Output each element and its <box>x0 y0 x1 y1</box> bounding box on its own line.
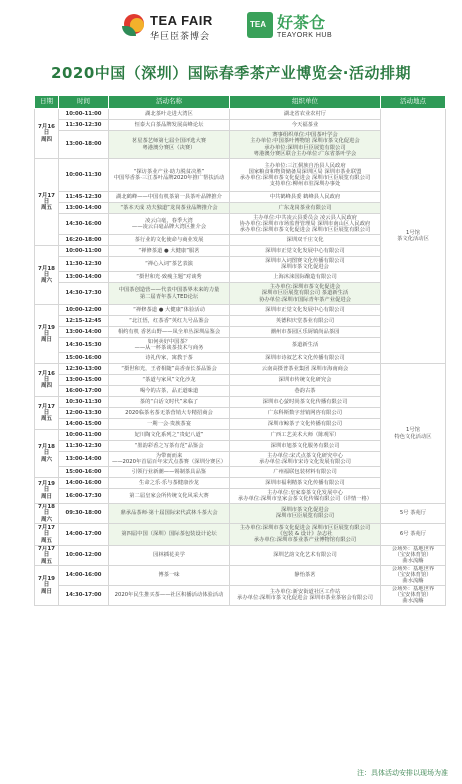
tea-fair-cn-name: 华巨臣茶博会 <box>150 32 211 42</box>
time-cell: 12:00-13:30 <box>59 408 109 419</box>
table-row <box>35 504 446 524</box>
table-row <box>35 364 446 375</box>
table-row <box>35 545 446 565</box>
time-cell: 14:00-16:00 <box>59 478 109 489</box>
event-cell: 如何卖好中国茶？ ——从一杯茶谈茶技术与商务 <box>109 338 230 353</box>
organizer-cell: 深圳市传统文化研究会 <box>230 375 381 386</box>
event-cell: 中国茶创造营——代表中国茶界未来的力量 第二届青年茶人TED论坛 <box>109 283 230 305</box>
header-organizer: 组织单位 <box>230 96 381 109</box>
organizer-cell: 深圳艺韵文化艺术有限公司 <box>230 545 381 565</box>
date-cell: 7月19日 周日 <box>35 305 59 364</box>
logo-bar <box>0 0 462 54</box>
date-cell: 7月18日 周六 <box>35 246 59 305</box>
event-cell: 园林插花美学 <box>109 545 230 565</box>
event-cell: 恒泰大白茶品牌发展高峰论坛 <box>109 120 230 131</box>
event-cell: 2020年民生推买茶——社区积播活动体验活动 <box>109 585 230 605</box>
event-cell: “茶本天成 功夫独道”龙岗茶业品牌推介会 <box>109 203 230 214</box>
tea-fair-emblem-icon <box>120 12 148 42</box>
date-cell: 7月18日 周六 <box>35 430 59 478</box>
time-cell: 10:30-11:30 <box>59 397 109 408</box>
location-cell: 6号 茶苑厅 <box>381 523 446 545</box>
organizer-cell: 深圳市正觉文化发展中心有限公司 <box>230 246 381 257</box>
date-cell: 7月16日 周四 <box>35 364 59 397</box>
time-cell: 13:00-14:00 <box>59 452 109 467</box>
date-cell: 7月18日 周六 <box>35 504 59 524</box>
event-cell: 为带而而来 ——2020年首届百年宋式点茶赛（深圳分赛区） <box>109 452 230 467</box>
location-cell: 5号 茶苑厅 <box>381 504 446 524</box>
date-cell: 7月17日 周五 <box>35 545 59 565</box>
event-cell: 茶行业的文化使命与商业发展 <box>109 235 230 246</box>
event-cell: “探访茶业产业·助力脱贫决胜” 中国琴香茶·三江茶叶品牌2020年推广帮扶活动 <box>109 159 230 192</box>
time-cell: 10:00-12:00 <box>59 305 109 316</box>
time-cell: 16:00-17:30 <box>59 489 109 504</box>
event-cell: 生命之乐·乐与茶健康沙龙 <box>109 478 230 489</box>
time-cell: 11:30-12:30 <box>59 120 109 131</box>
time-cell: 15:00-16:00 <box>59 467 109 478</box>
schedule-table <box>34 95 446 606</box>
event-cell: 鼎承品茶师·第十届国际宋代武林斗茶大会 <box>109 504 230 524</box>
organizer-cell: 深圳市旭茶文化服务有限公司 <box>230 441 381 452</box>
time-cell: 14:00-15:00 <box>59 419 109 430</box>
organizer-cell: 静怡茶茗 <box>230 565 381 585</box>
time-cell: 15:00-16:00 <box>59 353 109 364</box>
table-row <box>35 565 446 585</box>
table-header-row <box>35 96 446 109</box>
organizer-cell: 中共鹤峰县委 鹤峰县人民政府 <box>230 192 381 203</box>
event-cell: 第二届皇家会所传统文化风采大赛 <box>109 489 230 504</box>
time-cell: 10:00-11:00 <box>59 246 109 257</box>
time-cell: 12:15-12:45 <box>59 316 109 327</box>
page-title: 2020中国（深圳）国际春季茶产业博览会·活动排期 <box>51 64 411 82</box>
organizer-cell: 广西工艺美术大师（陈观军） <box>230 430 381 441</box>
date-cell: 7月19日 周日 <box>35 565 59 605</box>
event-cell: 茗星茶艺师第七届全国评选大赛 粤港澳分赛区（决赛） <box>109 131 230 159</box>
organizer-cell: 主办单位:深圳市茶文化促进会 深圳市巨臣展览有限公司 茶道新生活 协办单位:深圳市国际青年茶产业促进会 <box>230 283 381 305</box>
time-cell: 13:00-15:00 <box>59 375 109 386</box>
teayork-house-icon: TEA <box>247 12 273 38</box>
table-row <box>35 585 446 605</box>
event-cell: “茶道与家风”文化沙龙 <box>109 375 230 386</box>
date-cell: 7月17日 周五 <box>35 523 59 545</box>
event-cell: 喝今的古茶，品正道味道 <box>109 386 230 397</box>
organizer-cell: 云南高摄普茶业集团 深圳市海南商会 <box>230 364 381 375</box>
header-location: 活动地点 <box>381 96 446 109</box>
time-cell: 10:00-11:30 <box>59 159 109 192</box>
event-cell: “摄世和光，王者相随”高香壶长茶品鉴会 <box>109 364 230 375</box>
event-cell: 湖北鹤峰——中国有机茶第一县茶叶品牌推介 <box>109 192 230 203</box>
time-cell: 10:00-11:00 <box>59 109 109 120</box>
organizer-cell: 深圳市鲸茶子文化传播有限公司 <box>230 419 381 430</box>
teayork-hub-logo <box>247 10 347 46</box>
table-row <box>35 109 446 120</box>
time-cell: 12:30-13:00 <box>59 364 109 375</box>
teayork-cn-name: 好茶仓 <box>277 13 326 32</box>
organizer-cell: 深圳市正觉文化发展中心有限公司 <box>230 305 381 316</box>
event-cell: 第四届中国（深圳）国际茶包装设计论坛 <box>109 523 230 545</box>
event-cell: 博茶一味 <box>109 565 230 585</box>
organizer-cell: 茶道新生活 <box>230 338 381 353</box>
organizer-cell: 主办单位:三江侗族自治县人民政府 国家粮食和物资储备局深圳区局 深圳市茶业联盟 承办单位:深圳市茶文化促进会 深圳市巨臣展览有限公司 支持单位:柳州市驻深圳办事处 <box>230 159 381 192</box>
event-cell: 一期一会·贵族茶宴 <box>109 419 230 430</box>
event-cell: 妃川陶文化系列之“贵妃八道” <box>109 430 230 441</box>
event-cell: “禅心入词”茶艺表演 <box>109 257 230 272</box>
time-cell: 14:30-17:30 <box>59 283 109 305</box>
date-cell: 7月16日 周四 <box>35 109 59 159</box>
date-cell: 7月19日 周日 <box>35 478 59 504</box>
organizer-cell: 广州福联包装材料有限公司 <box>230 467 381 478</box>
date-cell: 7月17日 周五 <box>35 159 59 246</box>
time-cell: 14:00-16:00 <box>59 565 109 585</box>
time-cell: 11:30-12:30 <box>59 441 109 452</box>
header-time: 时间 <box>59 96 109 109</box>
date-cell: 7月17日 周五 <box>35 397 59 430</box>
location-cell: 1号馆 特色文化活动区 <box>381 364 446 504</box>
event-cell: 诗礼传家，寓教于茶 <box>109 353 230 364</box>
header-date: 日期 <box>35 96 59 109</box>
organizer-cell: 英德积庆堂茶业有限公司 <box>230 316 381 327</box>
tea-fair-logo <box>120 12 225 44</box>
time-cell: 10:00-11:00 <box>59 430 109 441</box>
event-cell: 引领行业新潮——锡制茶具品鉴 <box>109 467 230 478</box>
organizer-cell: 主办单位:中共凌云县委员会 凌云县人民政府 协办单位:深圳市市场监督管理局 深圳市南山区人民政府 承办单位:深圳市茶文化促进会 深圳市巨臣展览有限公司 <box>230 214 381 235</box>
organizer-cell: 深圳双千庄文化 <box>230 235 381 246</box>
organizer-cell: 深圳市福利精茶文化传播有限公司 <box>230 478 381 489</box>
time-cell: 13:00-14:00 <box>59 327 109 338</box>
event-cell: 2020临茶名茶无茶营销大专精招商会 <box>109 408 230 419</box>
event-cell: 茶的“白话文时代”来临了 <box>109 397 230 408</box>
event-cell: 相约有机 香茗山野——凤全单丛深圳品鉴会 <box>109 327 230 338</box>
tea-fair-name: TEA FAIR <box>150 13 213 28</box>
event-cell: “墨韵彩香之写茶有范”品鉴会 <box>109 441 230 452</box>
organizer-cell: 深圳市入词图赛文化传播有限公司 深圳市茶文化促进会 <box>230 257 381 272</box>
organizer-cell: 上海沐涞国际酿造有限公司 <box>230 272 381 283</box>
time-cell: 14:30-17:00 <box>59 585 109 605</box>
time-cell: 11:45-12:30 <box>59 192 109 203</box>
time-cell: 14:30-16:00 <box>59 214 109 235</box>
time-cell: 13:00-18:00 <box>59 131 109 159</box>
table-row <box>35 523 446 545</box>
organizer-cell: 广东科斯数字营销网咨有限公司 <box>230 408 381 419</box>
time-cell: 13:00-14:00 <box>59 203 109 214</box>
organizer-cell: 主办单位:宋式点茶文化研究中心 承办单位:深圳市宋诗文化发展有限公司 <box>230 452 381 467</box>
event-cell: 湖北茶叶走进大湾区 <box>109 109 230 120</box>
time-cell: 14:30-15:30 <box>59 338 109 353</box>
time-cell: 13:00-14:00 <box>59 272 109 283</box>
footnote: 注：具体活动安排以现场为准 <box>357 769 448 777</box>
location-cell: 1号馆 茶文化活动区 <box>381 109 446 364</box>
event-cell: 凌云白毫，春季大湾 ——凌云白毫品牌大湾区推介会 <box>109 214 230 235</box>
organizer-cell: 主办单位:新安街道社区工作站 承办单位:深圳市茶文化促进会 深圳市茶业茶宿会有限公司 <box>230 585 381 605</box>
organizer-cell: 主办单位:皇家泰茶文化发展中心 承办单位:深圳市皇家会茶文化传媒有限公司（详情一格） <box>230 489 381 504</box>
location-cell: 会场外：基地世界 （宝安体育馆） 曲水流觞 <box>381 545 446 565</box>
organizer-cell: 深圳市诗叙艺术文化传播有限公司 <box>230 353 381 364</box>
teayork-en-name: TEAYORK HUB <box>277 32 333 39</box>
event-cell: “北江悟，红茶香”英红九号品鉴会 <box>109 316 230 327</box>
time-cell: 09:30-18:00 <box>59 504 109 524</box>
header-event: 活动名称 <box>109 96 230 109</box>
location-cell: 会场外：基地世界 （宝安体育馆） 曲水流觞 <box>381 585 446 605</box>
organizer-cell: 湖北省农业农村厅 <box>230 109 381 120</box>
organizer-cell: 主办单位:深圳市茶文化促进会 深圳市巨臣展览有限公司 《包装 & 设计》杂志社 承办单位:深圳市茶业茶产业博物馆有限公司 <box>230 523 381 545</box>
time-cell: 16:00-17:00 <box>59 386 109 397</box>
time-cell: 14:00-17:00 <box>59 523 109 545</box>
organizer-cell: 深圳市茶文化促进会 深圳市巨臣展览有限公司 <box>230 504 381 524</box>
organizer-cell: 巷韵古茶 <box>230 386 381 397</box>
time-cell: 16:20-18:00 <box>59 235 109 246</box>
event-cell: “禅修茶道 ● 大健康”体验活动 <box>109 305 230 316</box>
organizer-cell: 今天福茶业 <box>230 120 381 131</box>
time-cell: 10:00-12:00 <box>59 545 109 565</box>
organizer-cell: 广东龙岗茶业有限公司 <box>230 203 381 214</box>
organizer-cell: 赛事组织单位:中国茶叶学会 主办单位:中国茶叶博物馆 深圳市茶文化促进会 承办单位:深圳市巨臣展览有限公司 粤港澳分赛区联合主办单位:广东省茶叶学会 <box>230 131 381 159</box>
organizer-cell: 潮州市茶园区乐厨镇尚品茶园 <box>230 327 381 338</box>
event-cell: “摄世和光·致瘦主题”对谈秀 <box>109 272 230 283</box>
event-cell: “禅修茶道 ● 大健康”服茗 <box>109 246 230 257</box>
time-cell: 11:30-12:30 <box>59 257 109 272</box>
location-cell: 会场外：基地世界 （宝安体育馆） 曲水流觞 <box>381 565 446 585</box>
organizer-cell: 深圳市心萤时尚茶文化传播有限公司 <box>230 397 381 408</box>
